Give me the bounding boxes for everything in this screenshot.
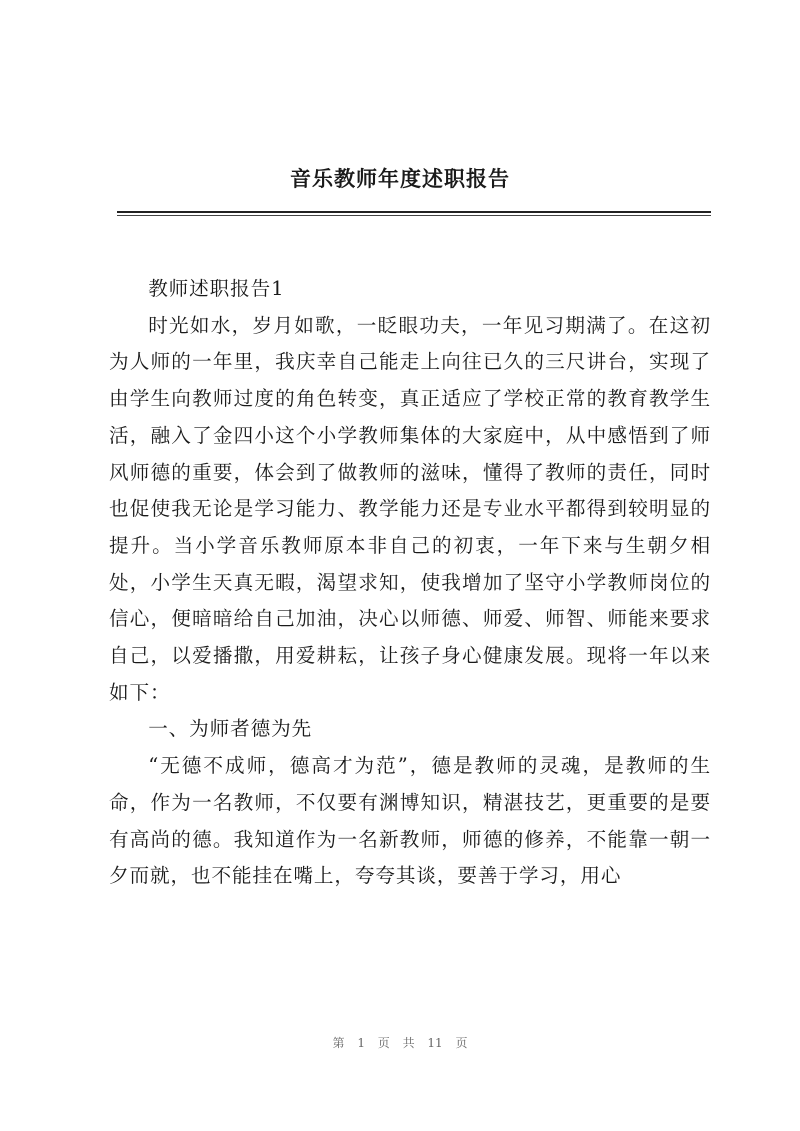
title-divider xyxy=(117,211,711,213)
body-paragraph: 时光如水，岁月如歌，一眨眼功夫，一年见习期满了。在这初为人师的一年里，我庆幸自己能走上向往已久的三尺讲台，实现了由学生向教师过度的角色转变，真正适应了学校正常的教育教学生活，融入了金四小这个小学教师集体的大家庭中，从中感悟到了师风师德的重要，体会到了做教师的滋味，懂得了教师的责任，同时也促使我无论是学习能力、教学能力还是专业水平都得到较明显的提升。当小学音乐教师原本非自己的初衷，一年下来与生朝夕相处，小学生天真无暇，渴望求知，使我增加了坚守小学教师岗位的信心，便暗暗给自己加油，决心以师德、师爱、师智、师能来要求自己，以爱播撒，用爱耕耘，让孩子身心健康发展。现将一年以来如下： xyxy=(109,313,711,704)
document-body xyxy=(109,271,711,895)
title-divider-thin xyxy=(117,215,711,216)
page-number-footer: 第 1 页 共 11 页 xyxy=(332,1036,468,1050)
body-paragraph: “无德不成师，德高才为范”，德是教师的灵魂，是教师的生命，作为一名教师，不仅要有渊博知识，精湛技艺，更重要的是要有高尚的德。我知道作为一名新教师，师德的修养，不能靠一朝一夕而就，也不能挂在嘴上，夸夸其谈，要善于学习，用心 xyxy=(109,754,711,888)
subsection-heading: 一、为师者德为先 xyxy=(148,717,313,741)
section-heading: 教师述职报告1 xyxy=(148,277,285,300)
page-title: 音乐教师年度述职报告 xyxy=(290,166,510,191)
